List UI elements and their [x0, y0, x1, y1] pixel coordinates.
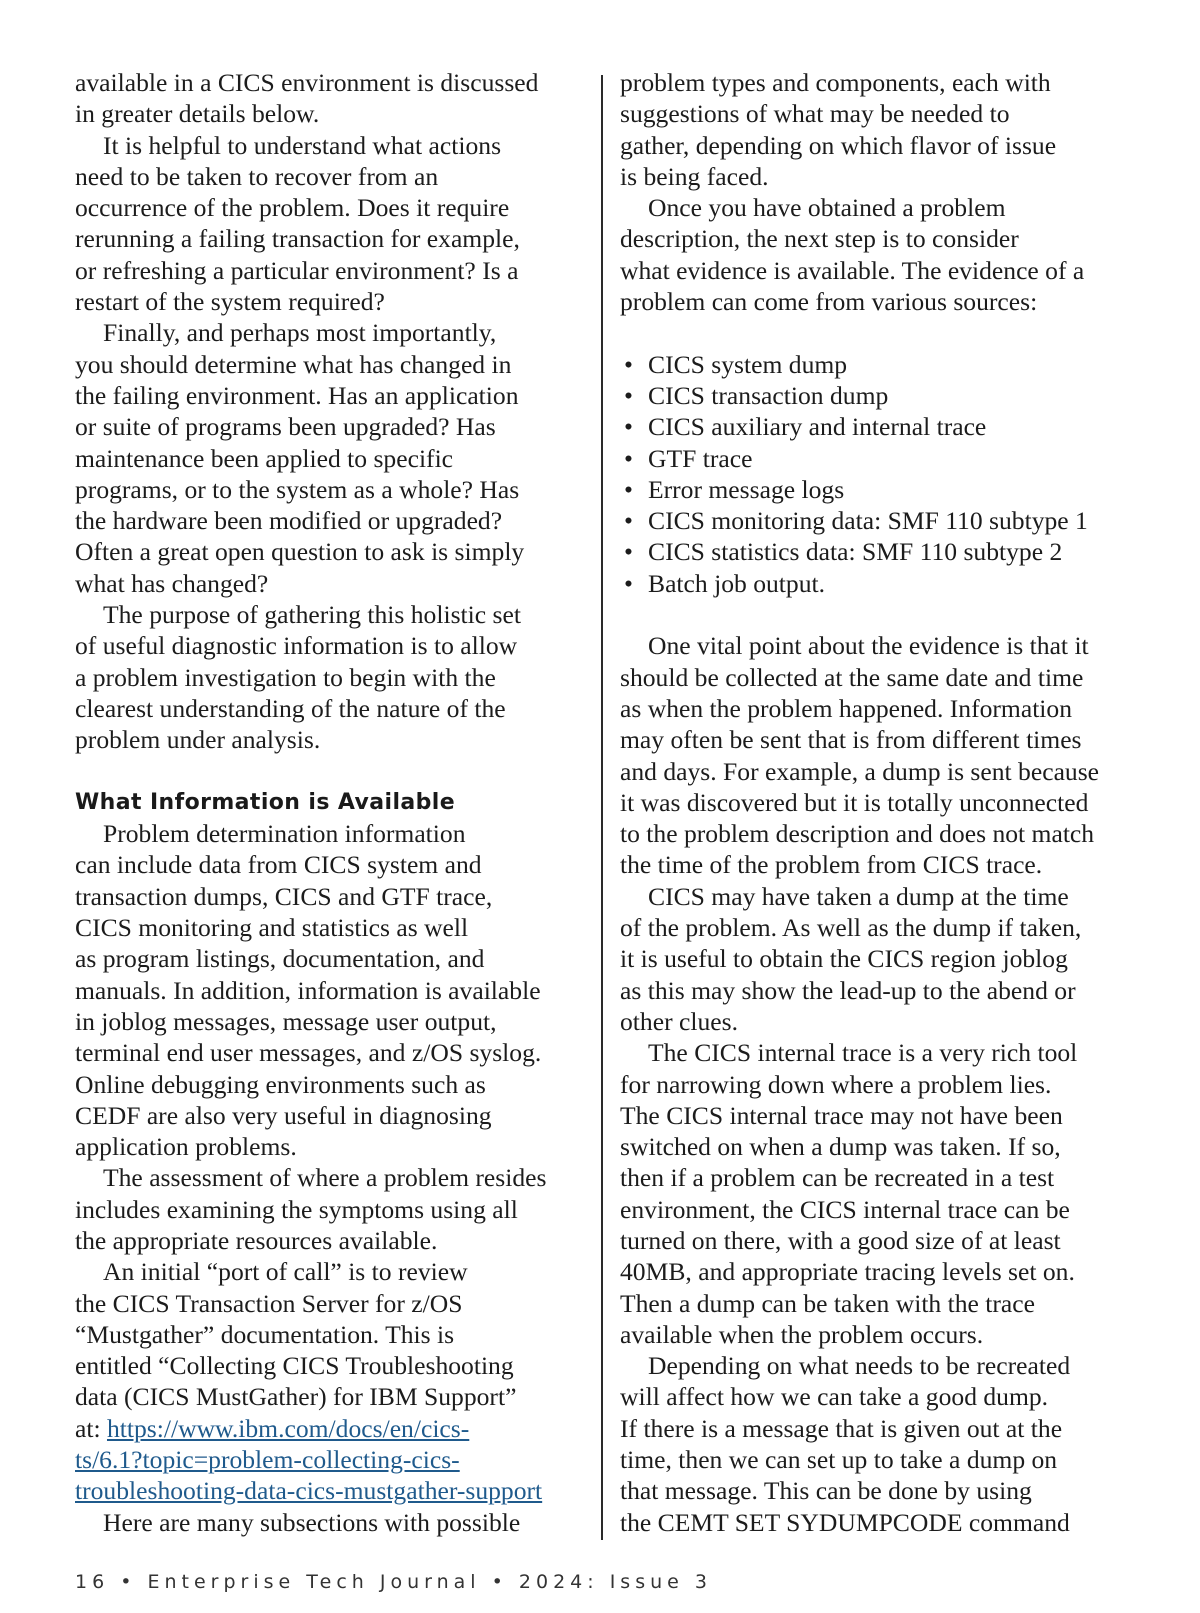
text-line: Online debugging environments such as	[75, 1069, 486, 1099]
text-line: will affect how we can take a good dump.	[620, 1382, 1049, 1412]
text-line: gather, depending on which flavor of issue	[620, 130, 1057, 160]
text-line: need to be taken to recover from an	[75, 161, 439, 191]
text-line: switched on when a dump was taken. If so,	[620, 1132, 1061, 1162]
text-line: should be collected at the same date and time	[620, 662, 1084, 692]
paragraph	[75, 67, 585, 130]
text-line: application problems.	[75, 1132, 297, 1162]
text-line: “Mustgather” documentation. This is	[75, 1319, 455, 1349]
list-item: • CICS monitoring data: SMF 110 subtype 1	[620, 505, 1145, 536]
text-line: Depending on what needs to be recreated	[648, 1351, 1071, 1381]
text-line: of useful diagnostic information is to allow	[75, 631, 518, 661]
paragraph	[620, 630, 1145, 880]
text-line: entitled “Collecting CICS Troubleshooting	[75, 1351, 514, 1381]
text-line: The CICS internal trace may not have been	[620, 1100, 1063, 1130]
text-line: transaction dumps, CICS and GTF trace,	[75, 881, 493, 911]
text-line: or refreshing a particular environment? Is a	[75, 255, 519, 285]
text-line: the failing environment. Has an application	[75, 380, 519, 410]
publication-name: Enterprise Tech Journal	[147, 1571, 481, 1593]
spacer	[75, 756, 585, 787]
text-line: to the problem description and does not match	[620, 819, 1095, 849]
text-line: the CEMT SET SYDUMPCODE command	[620, 1507, 1070, 1537]
text-line	[75, 1413, 585, 1444]
at-label: at:	[75, 1413, 107, 1443]
paragraph	[75, 1507, 585, 1538]
text-line: problem types and components, each with	[620, 68, 1051, 97]
text-line: it was discovered but it is totally unconnected	[620, 787, 1089, 817]
paragraph	[75, 599, 585, 755]
text-line: terminal end user messages, and z/OS syslog.	[75, 1038, 542, 1068]
left-column	[75, 67, 585, 1538]
text-line: The CICS internal trace is a very rich tool	[648, 1038, 1078, 1068]
text-line: available in a CICS environment is discussed	[75, 68, 539, 97]
text-line: Then a dump can be taken with the trace	[620, 1288, 1036, 1318]
paragraph	[75, 1256, 585, 1506]
list-item: • CICS system dump	[620, 349, 1145, 380]
text-line: what evidence is available. The evidence of a	[620, 255, 1085, 285]
text-line: clearest understanding of the nature of the	[75, 693, 506, 723]
text-line: suggestions of what may be needed to	[620, 99, 1010, 129]
text-line	[75, 1475, 585, 1506]
text-line: time, then we can set up to take a dump on	[620, 1445, 1058, 1475]
text-line: CEDF are also very useful in diagnosing	[75, 1100, 492, 1130]
paragraph	[620, 1037, 1145, 1350]
mustgather-link[interactable]: https://www.ibm.com/docs/en/cics-	[106, 1413, 470, 1443]
text-line: as program listings, documentation, and	[75, 944, 485, 974]
text-line: is being faced.	[620, 161, 769, 191]
text-line: and days. For example, a dump is sent because	[620, 756, 1100, 786]
paragraph	[620, 1350, 1145, 1538]
separator-bullet: •	[491, 1571, 508, 1593]
text-line: includes examining the symptoms using all	[75, 1194, 518, 1224]
text-line: the CICS Transaction Server for z/OS	[75, 1288, 463, 1318]
paragraph	[620, 881, 1145, 1037]
paragraph	[75, 1162, 585, 1256]
text-line: available when the problem occurs.	[620, 1319, 984, 1349]
text-line: If there is a message that is given out at the	[620, 1413, 1063, 1443]
text-line: for narrowing down where a problem lies.	[620, 1069, 1052, 1099]
text-line: data (CICS MustGather) for IBM Support”	[75, 1382, 517, 1412]
text-line	[75, 1444, 585, 1475]
text-line: then if a problem can be recreated in a test	[620, 1163, 1055, 1193]
text-line: occurrence of the problem. Does it require	[75, 193, 510, 223]
text-line: CICS may have taken a dump at the time	[648, 881, 1069, 911]
mustgather-link[interactable]: ts/6.1?topic=problem-collecting-cics-	[75, 1445, 460, 1475]
text-line: 40MB, and appropriate tracing levels set on.	[620, 1257, 1075, 1287]
text-line: problem can come from various sources:	[620, 287, 1038, 317]
text-line: it is useful to obtain the CICS region joblog	[620, 944, 1068, 974]
text-line: Often a great open question to ask is simply	[75, 537, 525, 567]
text-line: environment, the CICS internal trace can be	[620, 1194, 1070, 1224]
list-item: • CICS auxiliary and internal trace	[620, 411, 1145, 442]
text-line: a problem investigation to begin with the	[75, 662, 496, 692]
paragraph	[75, 130, 585, 318]
separator-bullet: •	[120, 1571, 137, 1593]
text-line: description, the next step is to consider	[620, 224, 1019, 254]
text-line: problem under analysis.	[75, 725, 321, 755]
text-line: may often be sent that is from different times	[620, 725, 1082, 755]
page-number: 16	[75, 1571, 110, 1593]
text-line: The assessment of where a problem resides	[103, 1163, 547, 1193]
spacer	[620, 317, 1145, 348]
text-line: in joblog messages, message user output,	[75, 1006, 497, 1036]
paragraph	[620, 67, 1145, 192]
text-line: can include data from CICS system and	[75, 850, 482, 880]
text-line: maintenance been applied to specific	[75, 443, 454, 473]
list-item: • CICS statistics data: SMF 110 subtype 2	[620, 536, 1145, 567]
issue-label: 2024: Issue 3	[518, 1571, 712, 1593]
paragraph	[620, 192, 1145, 317]
text-line: in greater details below.	[75, 99, 320, 129]
text-line: that message. This can be done by using	[620, 1476, 1032, 1506]
mustgather-link[interactable]: troubleshooting-data-cics-mustgather-support	[75, 1476, 543, 1506]
text-line: you should determine what has changed in	[75, 349, 512, 379]
list-item: • CICS transaction dump	[620, 380, 1145, 411]
text-line: as this may show the lead-up to the abend or	[620, 975, 1076, 1005]
list-item: • Error message logs	[620, 474, 1145, 505]
text-line: An initial “port of call” is to review	[103, 1257, 468, 1287]
bullet-list	[620, 349, 1145, 599]
text-line: as when the problem happened. Information	[620, 693, 1073, 723]
text-line: rerunning a failing transaction for example,	[75, 224, 520, 254]
section-heading: What Information is Available	[75, 789, 456, 815]
column-divider	[601, 75, 603, 1540]
text-line: The purpose of gathering this holistic set	[103, 600, 521, 630]
text-line: turned on there, with a good size of at least	[620, 1225, 1061, 1255]
list-item: • GTF trace	[620, 443, 1145, 474]
list-item: • Batch job output.	[620, 568, 1145, 599]
text-line: manuals. In addition, information is available	[75, 975, 541, 1005]
text-line: of the problem. As well as the dump if taken,	[620, 913, 1082, 943]
text-line: Once you have obtained a problem	[648, 193, 1006, 223]
text-line: Finally, and perhaps most importantly,	[103, 318, 497, 348]
right-column	[620, 67, 1145, 1538]
paragraph	[75, 317, 585, 599]
text-line: programs, or to the system as a whole? Has	[75, 474, 520, 504]
text-line: It is helpful to understand what actions	[103, 130, 502, 160]
text-line: what has changed?	[75, 568, 269, 598]
text-line: the appropriate resources available.	[75, 1225, 438, 1255]
text-line: CICS monitoring and statistics as well	[75, 913, 469, 943]
text-line: the hardware been modified or upgraded?	[75, 506, 503, 536]
text-line: or suite of programs been upgraded? Has	[75, 412, 496, 442]
text-line: One vital point about the evidence is that it	[648, 631, 1089, 661]
text-line: restart of the system required?	[75, 287, 385, 317]
text-line: Here are many subsections with possible	[103, 1507, 521, 1537]
text-line: the time of the problem from CICS trace.	[620, 850, 1043, 880]
spacer	[620, 599, 1145, 630]
text-line: other clues.	[620, 1006, 738, 1036]
text-line: Problem determination information	[103, 819, 466, 849]
paragraph	[75, 818, 585, 1162]
page-footer	[75, 1571, 712, 1593]
